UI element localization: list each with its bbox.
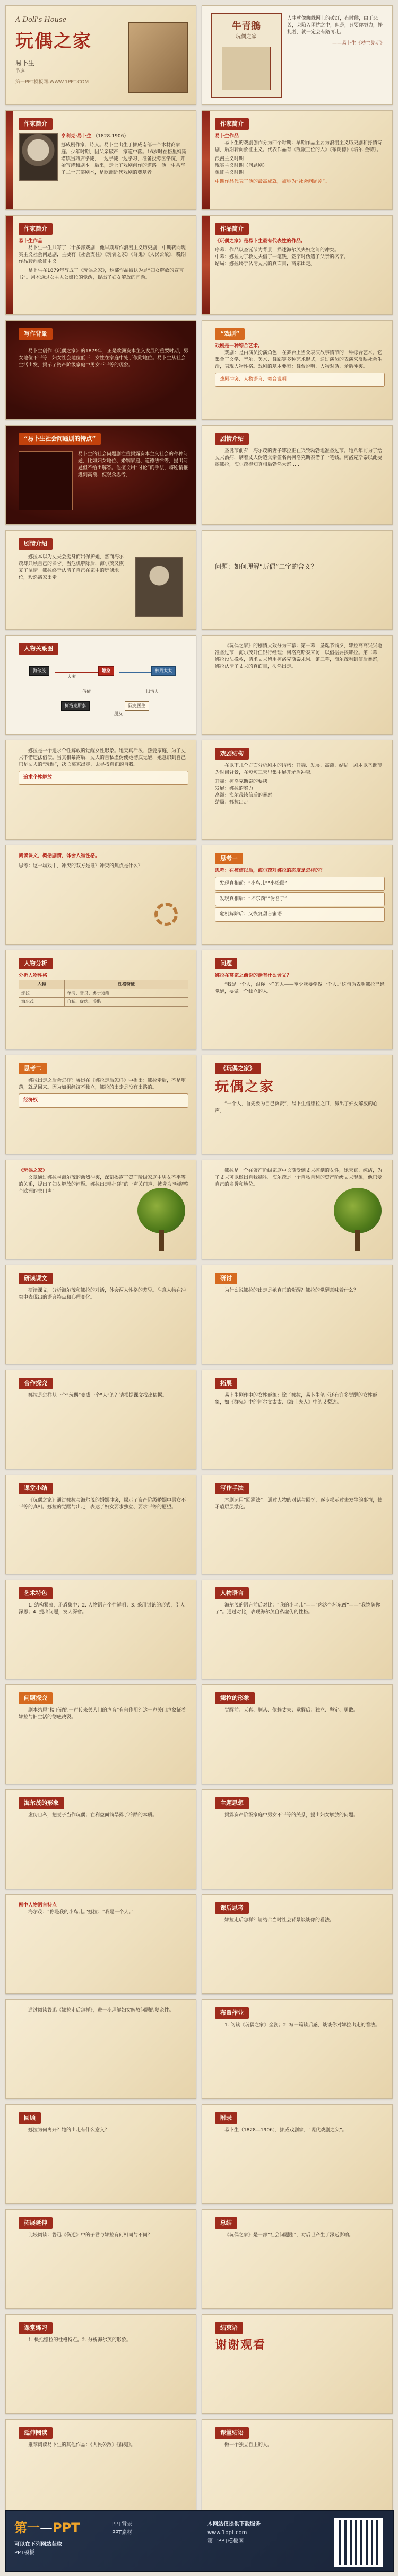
slide-summary-doll[interactable] — [5, 1160, 196, 1259]
work-intro-heading: 《玩偶之家》是易卜生最有代表性的作品。 — [215, 238, 306, 244]
slide-cooperate[interactable] — [5, 1370, 196, 1469]
slide-read[interactable] — [5, 845, 196, 945]
slide-plot[interactable] — [202, 425, 393, 525]
slide-drama[interactable] — [202, 320, 393, 420]
closing-body: 做一个独立自主的人。 — [224, 2442, 273, 2448]
table-cell: 自私、虚伪、冷酷 — [65, 998, 188, 1007]
works2-body: 易卜生一生共写了二十多部戏剧，他早期写作浪漫主义历史剧，中期转向现实主义社会问题剧，主要有《社会支柱》《玩偶之家》《群鬼》《人民公敌》，晚期作品转向象征主义。 — [19, 245, 186, 265]
table-row — [19, 980, 188, 989]
works-closing: 中期作品代表了他的最高成就，被称为“社会问题剧”。 — [215, 179, 330, 185]
chip-closing: 课堂结语 — [215, 2427, 249, 2439]
nora-image-body: 觉醒前：天真、顺从、依赖丈夫；觉醒后：独立、坚定、勇敢。 — [224, 1707, 359, 1713]
logo-dash: — — [40, 2520, 53, 2535]
chip-features: “易卜生社会问题剧的特点” — [19, 433, 101, 445]
slide-review[interactable] — [5, 2104, 196, 2204]
chip-works-2: 作家简介 — [19, 223, 53, 235]
extend-body: 易卜生剧作中的女性形象：除了娜拉，易卜生笔下还有许多觉醒的女性形象，如《群鬼》中的阿尔文太太、《海上夫人》中的艾梨达。 — [215, 1392, 378, 1405]
quote-text: 人生就像蜘蛛网上的破灯，有时候，由于悲苦，会陷入困扰之中，但是，只要你努力，挣扎着，就一定会有路可走。 — [287, 16, 383, 36]
chip-doll-title: 《玩偶之家》 — [215, 1063, 261, 1074]
works2-section: 易卜生作品 — [19, 238, 43, 244]
think1-item-1: 发现真相前：“小鸟儿”“小松鼠” — [215, 877, 385, 891]
works-item-1: 浪漫主义时期 — [215, 156, 244, 162]
author-bio: 挪威剧作家、诗人。易卜生出生于挪威南部一个木材商家庭。少年时期，因父亲破产，家道中落。16岁时在格里姆斯塔镇当药店学徒，一边学徒一边学习，准备投考医学院，开始写诗和剧本。后来，走上了戏剧创作的道路。他一生共写了二十五部剧本，是欧洲近代戏剧的奠基者。 — [61, 143, 187, 176]
study-body: 研读课文，分析海尔茂和娜拉的对话，体会两人性格的差异。注意人物在冲突中表现出的语言特点和心理变化。 — [19, 1287, 186, 1300]
slide-luxun[interactable] — [5, 1999, 196, 2099]
think1-item-3: 危机解除后：又恢复甜言蜜语 — [215, 907, 385, 922]
characters-heading: 分析人物性格 — [19, 973, 48, 978]
think1-item-2: 发现真相后：“坏东西”“伪君子” — [215, 892, 385, 906]
chip-extension: 拓展延伸 — [19, 2217, 53, 2229]
tree-illustration — [334, 1188, 382, 1251]
slide-homework[interactable] — [202, 1999, 393, 2099]
slide-features[interactable] — [5, 425, 196, 525]
footer-col1-title: 可以在下列网站获取 — [14, 2542, 62, 2547]
doll-title: 玩偶之家 — [215, 1079, 275, 1095]
theme-body: 揭露资产阶级家庭中男女不平等的关系，提出妇女解放的问题。 — [224, 1812, 359, 1818]
work-intro-item-2: 中幕：娜拉为了救丈夫借了一笔钱，签字时伪造了父亲的名字。 — [215, 254, 349, 260]
edge-label-spouse: 夫妻 — [67, 674, 76, 679]
cover-title: 玩偶之家 — [15, 30, 92, 52]
chip-plot: 剧情介绍 — [215, 433, 249, 445]
chip-theme: 主题思想 — [215, 1797, 249, 1809]
chip-practice: 课堂练习 — [19, 2322, 53, 2334]
language-body: 海尔茂的语言前后对比：“我的小鸟儿”——“你这个坏东西”——“我饶恕你了”。通过对比，表现海尔茂自私虚伪的性格。 — [215, 1602, 380, 1615]
explore-body: 剧本结尾“楼下砰的一声传来关大门的声音”有何作用？这一声关门声象征着娜拉与旧生活的彻底决裂。 — [19, 1707, 186, 1720]
more-reading-body: 推荐阅读易卜生的其他作品：《人民公敌》《群鬼》。 — [28, 2442, 136, 2448]
slide-relations[interactable] — [5, 635, 196, 735]
author-portrait — [19, 133, 58, 181]
edge-helmer-nora — [55, 672, 98, 673]
left-strip — [202, 111, 210, 209]
slide-discussion[interactable] — [202, 1265, 393, 1364]
slide-speech[interactable] — [5, 1894, 196, 1994]
structure-list-4: 结局：娜拉出走 — [215, 800, 249, 806]
plot2-portrait — [135, 557, 183, 617]
structure-list-1: 开端：柯洛克斯泰的要挟 — [215, 779, 268, 785]
question2-text: 娜拉在离家之前说的话有什么含义？ — [215, 973, 292, 978]
left-strip — [6, 111, 13, 209]
slide-nora[interactable] — [5, 740, 196, 840]
logo-part-a: 第一 — [14, 2520, 40, 2535]
slide-closing[interactable] — [202, 2419, 393, 2519]
structure-list-2: 发展：娜拉的努力 — [215, 786, 254, 792]
node-krogstad: 柯洛克斯泰 — [61, 701, 90, 711]
slide-after-class[interactable] — [202, 1894, 393, 1994]
homework-body: 1. 阅读《玩偶之家》全剧；2. 写一篇读后感，谈谈你对娜拉出走的看法。 — [224, 2022, 380, 2028]
gear-icon — [154, 903, 178, 926]
slide-theme[interactable] — [202, 1789, 393, 1889]
plot2-body: 娜拉本以为丈夫会挺身而出保护她，然而海尔茂却只顾自己的名誉。当危机解除后，海尔茂又恢复了温情。娜拉终于认清了自己在家中的玩偶地位，毅然离家出走。 — [19, 554, 124, 581]
plot-body: 圣诞节前夕，海尔茂的妻子娜拉正在兴致勃勃地准备过节。她八年前为了给丈夫治病，瞒着丈夫伪造父亲签名向柯洛克斯泰借了一笔钱。柯洛克斯泰以此要挟娜拉，海尔茂得知真相后勃然大怒…… — [215, 448, 383, 468]
works-item-2: 现实主义时期（问题剧） — [215, 163, 268, 169]
think2-body: 娜拉出走之后会怎样？鲁迅在《娜拉走后怎样》中提出：娜拉走后，不是堕落，就是回来。因为如果经济不独立，娜拉的出走是没有出路的。 — [19, 1078, 186, 1090]
footer-col-2 — [207, 2520, 261, 2546]
footer-col2-item[interactable]: www.1ppt.com — [207, 2530, 247, 2536]
poster-title: 牛青鵝 — [232, 21, 261, 32]
slide-extend[interactable] — [202, 1370, 393, 1469]
footer-col-1 — [14, 2540, 62, 2557]
chip-work-intro: 作品简介 — [215, 223, 249, 235]
chip-language: 人物语言 — [215, 1587, 249, 1599]
slide-appendix[interactable] — [202, 2104, 393, 2204]
read-heading: 阅读课文，概括剧情，体会人物性格。 — [19, 853, 100, 859]
works2-sub: 易卜生在1879年写成了《玩偶之家》，这部作品被认为是“妇女解放的宣言书”。剧本通过女主人公娜拉的觉醒，提出了妇女解放的问题。 — [19, 268, 184, 281]
edge-label-friend: 朋友 — [114, 711, 123, 716]
slide-summary[interactable] — [5, 1475, 196, 1574]
chip-explore: 问题探究 — [19, 1692, 53, 1704]
quote-block — [287, 15, 385, 47]
slide-extension[interactable] — [5, 2209, 196, 2309]
cover-sub-author: 节选 — [15, 68, 25, 74]
table-cell: 娜拉 — [19, 989, 65, 998]
characters-table — [19, 980, 188, 1007]
question-doll: 问题：如何理解“玩偶”二字的含义？ — [215, 563, 317, 570]
features-body: 易卜生的社会问题剧注重揭露资本主义社会的种种问题，比如妇女地位、婚姻家庭、道德法律等，提出问题但不给出解答。他擅长用“讨论”的手法，将剧情推进到高潮，使观众思考。 — [78, 452, 188, 478]
edge-label-lover: 旧情人 — [146, 689, 159, 694]
works-section: 易卜生作品 — [215, 133, 239, 139]
slide-background[interactable] — [5, 320, 196, 420]
slide-nora-image[interactable] — [202, 1684, 393, 1784]
slide-technique[interactable] — [202, 1475, 393, 1574]
slide-conclusion[interactable] — [202, 2209, 393, 2309]
slide-work-intro[interactable] — [202, 215, 393, 315]
summary-doll-heading: 《玩偶之家》 — [19, 1168, 48, 1174]
technique-body: 本剧运用“回溯法”：通过人物的对话与回忆，逐步揭示过去发生的事情，使矛盾层层激化。 — [215, 1497, 383, 1510]
extension-body: 比较阅读：鲁迅《伤逝》中的子君与娜拉有何相同与不同？ — [28, 2232, 153, 2238]
footer-logo[interactable] — [14, 2517, 80, 2536]
nora-highlight: 追求个性解放 — [19, 771, 188, 785]
chip-more-reading: 延伸阅读 — [19, 2427, 53, 2439]
chip-technique: 写作手法 — [215, 1483, 249, 1494]
review-body: 娜拉为何离开？她的出走有什么意义？ — [28, 2127, 110, 2133]
slide-helmer-image[interactable] — [5, 1789, 196, 1889]
structure-body: 在以下几个方面分析剧本的结构：开端、发展、高潮、结局。剧本以圣诞节为时间背景，在短短三天里集中展开矛盾冲突。 — [215, 763, 383, 775]
site-footer — [5, 2510, 394, 2572]
summary-doll-body: 文章通过娜拉与海尔茂的激烈冲突，深刻揭露了资产阶级家庭中男女不平等的关系，提出了妇女解放的问题。娜拉出走时“砰”的一声关门声，被誉为“响彻整个欧洲的关门声”。 — [19, 1175, 188, 1195]
drama-body: 戏剧：是由演员扮演角色，在舞台上当众表演故事情节的一种综合艺术。它集合了文学、音乐、美术、舞蹈等多种艺术形式，通过演员的表演来反映社会生活，表现人物性格。戏剧的基本要素：舞台说明、人物对话、矛盾冲突。 — [215, 350, 383, 370]
footer-col2-title: 本网站仅提供下载服务 — [207, 2521, 261, 2527]
poster-image — [222, 47, 271, 90]
chip-extend: 拓展 — [215, 1378, 237, 1389]
practice-body: 1. 概括娜拉的性格特点。2. 分析海尔茂的形象。 — [28, 2337, 131, 2343]
work-intro-item-3: 结局：娜拉终于认清丈夫的真面目，离家出走。 — [215, 261, 316, 267]
chip-study: 研读课文 — [19, 1273, 53, 1284]
edge-label-debt: 借债 — [82, 689, 91, 694]
slide-quote[interactable] — [202, 5, 393, 105]
background-body: 易卜生创作《玩偶之家》的1879年，正是欧洲资本主义发展的重要时期，男女地位不平等，妇女社会地位低下，女性在家庭中处于依附地位。易卜生从社会生活出发，揭示了资产阶级家庭中男女不平等的现象。 — [19, 348, 188, 368]
footer-col-1b — [112, 2520, 132, 2537]
structure-list-3: 高潮：海尔茂读信后的暴怒 — [215, 793, 273, 799]
after-class-body: 娜拉走后怎样？请结合当时社会背景谈谈你的看法。 — [224, 1917, 335, 1923]
luxun-body: 通过阅读鲁迅《娜拉走后怎样》，进一步理解妇女解放问题的复杂性。 — [28, 2008, 174, 2013]
chip-discussion: 研讨 — [215, 1273, 237, 1284]
footer-col1-item[interactable]: PPT模板 — [14, 2550, 35, 2556]
slide-think-1[interactable] — [202, 845, 393, 945]
works-item-3: 象征主义时期 — [215, 170, 244, 176]
slide-doll-title[interactable] — [202, 1055, 393, 1154]
chip-helmer-image: 海尔茂的形象 — [19, 1797, 64, 1809]
slide-explore[interactable] — [5, 1684, 196, 1784]
discussion-body: 为什么说娜拉的出走是她真正的觉醒？娜拉的觉醒意味着什么？ — [224, 1287, 359, 1293]
cover-author: 易卜生 — [15, 59, 35, 67]
chip-cooperate: 合作探究 — [19, 1378, 53, 1389]
footer-col1-item[interactable]: PPT素材 — [112, 2530, 133, 2536]
chip-art: 艺术特色 — [19, 1587, 53, 1599]
cooperate-body: 娜拉是怎样从一个“玩偶”变成一个“人”的？请根据课文找出依据。 — [28, 1392, 167, 1398]
slide-characters[interactable] — [5, 950, 196, 1049]
node-nora: 娜拉 — [98, 666, 114, 676]
speech-body: 海尔茂：“你是我的小鸟儿。”娜拉：“我是一个人。” — [28, 1910, 134, 1916]
logo-part-b: PPT — [53, 2520, 80, 2535]
speech-heading: 剧中人物语言特点 — [19, 1903, 57, 1908]
analysis-body: 娜拉是一个在资产阶级家庭中长期受到丈夫控制的女性，她天真、纯洁，为了丈夫可以做出自我牺牲。海尔茂是一个自私自利的资产阶级丈夫形象，他只爱自己的名誉和地位。 — [215, 1168, 383, 1188]
chip-works: 作家简介 — [215, 118, 249, 130]
read-sub: 思考：这一场戏中，冲突的双方是谁？冲突的焦点是什么？ — [19, 863, 143, 869]
slide-think-2[interactable] — [5, 1055, 196, 1154]
work-intro-item-1: 序幕：作品以圣诞节为背景，描述海尔茂夫妇之间的冲突。 — [215, 247, 340, 253]
acts-body: 《玩偶之家》的剧情大致分为三幕：第一幕，圣诞节前夕，娜拉高高兴兴地准备过节，海尔茂升任银行经理；柯洛克斯泰来访，以借据要挟娜拉。第二幕，娜拉设法挽救，请求丈夫留用柯洛克斯泰未果。第三幕，海尔茂看到信后暴怒，娜拉认清了丈夫的真面目，决然出走。 — [215, 643, 383, 670]
table-cell: 单纯、善良、勇于觉醒 — [65, 989, 188, 998]
doll-title-body: “一个人，首先要为自己负责”，易卜生借娜拉之口，喊出了妇女解放的心声。 — [215, 1101, 378, 1114]
chip-ending: 结束语 — [215, 2322, 243, 2334]
author-years: （1828-1906） — [93, 134, 129, 139]
cover-illustration — [128, 22, 188, 93]
slide-study[interactable] — [5, 1265, 196, 1364]
ending-body: 谢谢观看 — [215, 2337, 266, 2352]
drama-highlight: 戏剧冲突、人物语言、舞台说明 — [215, 373, 385, 387]
cover-url: 第一PPT模板网-WWW.1PPT.COM — [15, 80, 89, 85]
features-image — [19, 451, 73, 510]
slide-grid — [5, 5, 393, 2505]
left-strip — [6, 216, 13, 314]
chip-drama: “戏剧” — [215, 328, 245, 340]
slide-cover[interactable] — [5, 5, 196, 105]
question2-body: “我是一个人，跟你一样的人——至少我要学做一个人。”这句话表明娜拉已经觉醒，要做一个独立的人。 — [215, 982, 385, 995]
author-name: 亨利克·易卜生 — [61, 134, 92, 139]
chip-nora-image: 娜拉的形象 — [215, 1692, 255, 1704]
slide-plot-2[interactable] — [5, 530, 196, 630]
qr-code-icon — [334, 2518, 383, 2567]
chip-structure: 戏剧结构 — [215, 748, 249, 760]
chip-plot-2: 剧情介绍 — [19, 538, 53, 550]
chip-author-intro: 作家简介 — [19, 118, 53, 130]
footer-col2-item[interactable]: 第一PPT模板网 — [207, 2538, 244, 2544]
drama-heading: 戏剧是一种综合艺术。 — [215, 343, 263, 349]
art-body: 1. 结构紧凑，矛盾集中；2. 人物语言个性鲜明；3. 采用讨论的形式，引人深思；4. 提出问题，发人深省。 — [19, 1602, 185, 1615]
slide-works[interactable] — [202, 110, 393, 210]
nora-body: 娜拉是一个追求个性解放的觉醒女性形象。她天真活泼、热爱家庭，为了丈夫不惜违法借债。当真相暴露后，丈夫的自私虚伪使她彻底觉醒，她意识到自己只是丈夫的“玩偶”，决心离家出走，去寻找真正的自我。 — [19, 748, 186, 768]
helmer-image-body: 虚伪自私，把妻子当作玩偶；在利益面前暴露了冷酷的本质。 — [28, 1812, 158, 1818]
chip-question-2: 问题 — [215, 958, 237, 969]
node-rank: 阮克医生 — [125, 701, 149, 711]
tree-illustration — [137, 1188, 185, 1251]
think1-question: 思考：在被信以后，海尔茂对娜拉的态度是怎样的？ — [215, 868, 325, 874]
chip-conclusion: 总结 — [215, 2217, 237, 2229]
slide-works-2[interactable] — [5, 215, 196, 315]
chip-homework: 布置作业 — [215, 2007, 249, 2019]
cover-eyebrow: A Doll's House — [15, 16, 67, 24]
edge-nora-linde — [119, 672, 151, 673]
slide-question-2[interactable] — [202, 950, 393, 1049]
table-header: 性格特征 — [65, 980, 188, 989]
poster — [211, 13, 282, 98]
slide-question-doll[interactable] — [202, 530, 393, 630]
table-row — [19, 989, 188, 998]
chip-think-2: 思考二 — [19, 1063, 47, 1074]
table-cell: 海尔茂 — [19, 998, 65, 1007]
chip-review: 回顾 — [19, 2112, 41, 2124]
slide-acts[interactable] — [202, 635, 393, 735]
slide-analysis[interactable] — [202, 1160, 393, 1259]
slide-art[interactable] — [5, 1580, 196, 1679]
chip-after-class: 课后思考 — [215, 1902, 249, 1914]
slide-language[interactable] — [202, 1580, 393, 1679]
table-header: 人物 — [19, 980, 65, 989]
summary-body: 《玩偶之家》通过娜拉与海尔茂的婚姻冲突，揭示了资产阶级婚姻中男女不平等的真相。娜拉的觉醒与出走，表达了妇女要求独立、要求平等的愿望。 — [19, 1497, 186, 1510]
quote-author: ——易卜生《勃兰兑斯》 — [332, 41, 385, 47]
chip-background: 写作背景 — [19, 328, 53, 340]
slide-author-intro[interactable] — [5, 110, 196, 210]
chip-think-1: 思考一 — [215, 853, 243, 864]
chip-characters: 人物分析 — [19, 958, 53, 969]
conclusion-body: 《玩偶之家》是一部“社会问题剧”，对后世产生了深远影响。 — [224, 2232, 354, 2238]
think2-highlight: 经济权 — [19, 1093, 188, 1108]
slide-structure[interactable] — [202, 740, 393, 840]
chip-summary: 课堂小结 — [19, 1483, 53, 1494]
table-row — [19, 998, 188, 1007]
node-linde: 林丹太太 — [151, 666, 176, 676]
slide-practice[interactable] — [5, 2314, 196, 2414]
footer-col1-item[interactable]: PPT背景 — [112, 2521, 133, 2527]
works-body: 易卜生的戏剧创作分为四个时期：早期作品主要为浪漫主义历史剧和抒情诗剧，后期转向象征主义。代表作品有《觊觎王位的人》《布朗德》《培尔·金特》。 — [215, 140, 383, 153]
chip-appendix: 附录 — [215, 2112, 237, 2124]
slide-more-reading[interactable] — [5, 2419, 196, 2519]
appendix-body: 易卜生（1828—1906），挪威戏剧家，“现代戏剧之父”。 — [224, 2127, 347, 2133]
poster-sub: 玩偶之家 — [236, 34, 257, 40]
left-strip — [202, 216, 210, 314]
slide-ending[interactable] — [202, 2314, 393, 2414]
chip-relations: 人物关系图 — [19, 643, 58, 655]
node-helmer: 海尔茂 — [29, 666, 49, 676]
